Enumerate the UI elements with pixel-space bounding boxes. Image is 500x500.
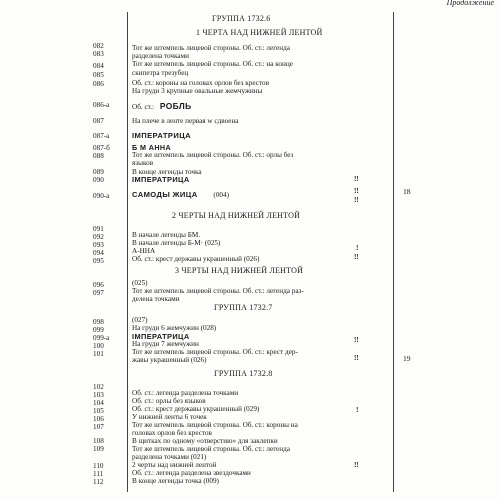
rarity-mark: !!	[354, 354, 359, 362]
entry-number: 088	[93, 152, 104, 160]
section-title: ГРУППА 1732.8	[214, 369, 273, 378]
section-title: 2 ЧЕРТЫ НАД НИЖНЕЙ ЛЕНТОЙ	[172, 211, 301, 220]
entry-text: Тот же штемпель лицевой стороны. Об. ст.: легенда	[132, 445, 290, 453]
entry-text: Об. ст.: короны на головах орлов без крестов	[132, 79, 269, 87]
entry-number: 106	[93, 415, 104, 423]
entry-text: На груди 7 жемчужин	[132, 340, 199, 348]
entry-text: скипетра трезубец	[132, 69, 189, 77]
entry-number: 107	[93, 423, 104, 431]
entry-number: 099-а	[93, 334, 110, 342]
vertical-rule	[127, 12, 128, 492]
entry-number: 082	[93, 42, 104, 50]
entry-text: Тот же штемпель лицевой стороны. Об. ст.: легенда раз-	[132, 287, 304, 295]
entry-number: 100	[93, 342, 104, 350]
rarity-mark: !!	[354, 461, 359, 469]
entry-text: На груди 3 крупные овальные жемчужины	[132, 87, 263, 95]
entry-text: В начале легенды Б-М· (025)	[132, 239, 221, 247]
entry-text: (027)	[132, 316, 148, 324]
section-title: ГРУППА 1732.7	[214, 303, 273, 312]
entry-number: 110	[93, 462, 104, 470]
entry-number: 087-а	[93, 132, 110, 140]
entry-text: Об. ст.: крест державы украшенный (029)	[132, 405, 260, 413]
entry-number: 105	[93, 407, 104, 415]
entry-text: Тот же штемпель лицевой стороны. Об. ст.: короны на	[132, 421, 298, 429]
entry-text: В конце легенды точка (009)	[132, 477, 219, 485]
entry-text: На плече в ленте первая w сдвоена	[132, 117, 239, 125]
entry-text: Тот же штемпель лицевой стороны. Об. ст.: орлы без	[132, 151, 294, 159]
entry-number: 087-б	[93, 144, 110, 152]
entry-number: 108	[93, 437, 104, 445]
rarity-mark: !	[356, 244, 359, 252]
entry-number: 101	[93, 350, 104, 358]
entry-text: У нижней ленты 6 точек	[132, 413, 207, 421]
entry-number: 092	[93, 233, 104, 241]
entry-number: 104	[93, 399, 104, 407]
continuation-label: Продолжение	[446, 0, 494, 7]
column-value: 18	[403, 187, 411, 196]
rarity-mark: !!	[354, 336, 359, 344]
section-title: 3 ЧЕРТЫ НАД НИЖНЕЙ ЛЕНТОЙ	[175, 266, 304, 275]
entry-text	[132, 190, 229, 199]
coin-legend-sample: РОБЛЬ	[159, 101, 192, 111]
entry-text: жавы украшенный (026)	[132, 356, 207, 364]
entry-number: 102	[93, 383, 104, 391]
entry-text: головах орлов без крестов	[132, 429, 212, 437]
entry-number: 091	[93, 225, 104, 233]
entry-text: разделена точками (021)	[132, 453, 207, 461]
entry-text: Об. ст.: крест державы украшенный (026)	[132, 255, 260, 263]
entry-number: 085	[93, 71, 104, 79]
entry-text: В конце легенды точка	[132, 168, 202, 176]
rarity-mark: !!	[354, 175, 359, 183]
column-value: 19	[403, 354, 411, 363]
entry-text: Б М АННА	[132, 143, 172, 152]
entry-text: На груди 6 жемчужин (028)	[132, 324, 217, 332]
entry-number: 098	[93, 318, 104, 326]
entry-text: Об. ст.: легенда разделена звездочками	[132, 469, 251, 477]
coin-legend-sample: IMПЕРАТРИЦА	[132, 131, 192, 140]
entry-number: 086-а	[93, 101, 110, 109]
entry-text: А-ННА	[132, 247, 156, 255]
entry-text-suffix: (004)	[213, 191, 229, 199]
entry-text	[132, 101, 192, 111]
entry-text: Об. ст.: легенда разделена точками	[132, 389, 239, 397]
entry-text: Тот же штемпель лицевой стороны. Об. ст.: крест дер-	[132, 348, 298, 356]
entry-number: 090	[93, 176, 104, 184]
entry-number: 096	[93, 281, 104, 289]
rarity-mark: !!	[354, 187, 359, 195]
entry-text: IMПЕРАТРИЦА	[132, 332, 190, 341]
entry-text: IMПЕРАТРИЦА	[132, 175, 190, 184]
entry-number: 097	[93, 289, 104, 297]
entry-number: 087	[93, 117, 104, 125]
entry-number: 084	[93, 62, 104, 70]
entry-text: В начале легенды БМ.	[132, 231, 201, 239]
entry-number: 094	[93, 249, 104, 257]
entry-text: В щитках по одному «отверстию» для заклепки	[132, 437, 278, 445]
entry-number: 095	[93, 257, 104, 265]
entry-number: 099	[93, 326, 104, 334]
section-title: 1 ЧЕРТА НАД НИЖНЕЙ ЛЕНТОЙ	[196, 28, 323, 37]
entry-number: 109	[93, 445, 104, 453]
rarity-mark: !	[356, 406, 359, 414]
entry-text: Тот же штемпель лицевой стороны. Об. ст.: на конце	[132, 60, 293, 68]
entry-text: Об. ст.: орлы без языков	[132, 397, 206, 405]
entry-number: 103	[93, 391, 104, 399]
rarity-mark: !!	[354, 196, 359, 204]
entry-text: Тот же штемпель лицевой стороны. Об. ст.: легенда	[132, 44, 290, 52]
entry-number: 111	[93, 470, 104, 478]
entry-number: 083	[93, 50, 104, 58]
section-title: ГРУППА 1732.6	[212, 14, 271, 23]
entry-number: 089	[93, 168, 104, 176]
entry-number: 112	[93, 478, 104, 486]
entry-number: 090-а	[93, 192, 110, 200]
entry-number: 086	[93, 80, 104, 88]
entry-text: языков	[132, 159, 154, 167]
coin-legend-sample: САМОДЫ ЖИЦА	[132, 190, 198, 199]
entry-text: делена точками	[132, 295, 180, 303]
entry-text: 2 черты над нижней лентой	[132, 461, 217, 469]
entry-text: (025)	[132, 279, 148, 287]
entry-text-prefix: Об. ст.:	[132, 103, 155, 111]
entry-text: разделена точками	[132, 52, 189, 60]
rarity-mark: !!	[354, 253, 359, 261]
entry-number: 093	[93, 241, 104, 249]
vertical-rule	[393, 12, 394, 492]
